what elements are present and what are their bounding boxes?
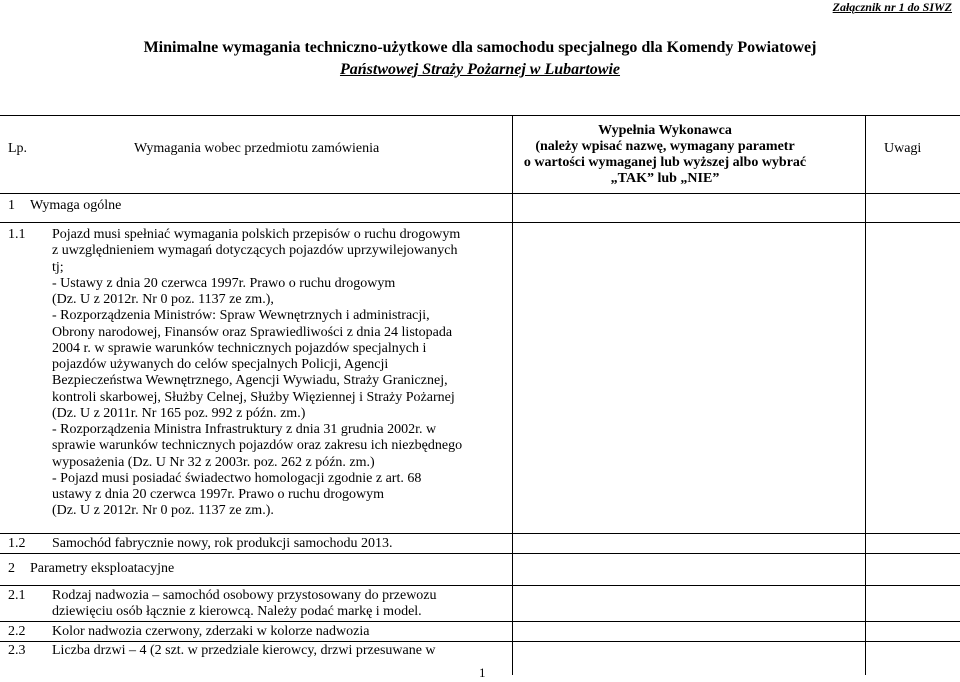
document-title-line2: Państwowej Straży Pożarnej w Lubartowie [339, 61, 621, 78]
row-line: - Rozporządzenia Ministra Infrastruktury z dnia 31 grudnia 2002r. w [52, 422, 437, 437]
table-top-border [0, 115, 960, 116]
row-line: 2004 r. w sprawie warunków technicznych pojazdów specjalnych i [52, 340, 427, 356]
row-line: Samochód fabrycznie nowy, rok produkcji samochodu 2013. [52, 536, 393, 551]
row-number: 2.1 [8, 588, 26, 603]
section-heading-1 [8, 198, 121, 214]
row-line: Bezpieczeństwa Wewnętrznego, Agencji Wywiadu, Straży Granicznej, [52, 373, 448, 389]
header-lp: Lp. [8, 141, 28, 156]
row-line: wyposażenia (Dz. U Nr 32 z 2003r. poz. 262 z późn. zm.) [52, 454, 375, 470]
section-title: Wymaga ogólne [30, 198, 122, 213]
row-text-2-3 [52, 643, 497, 659]
section-number: 1 [8, 198, 15, 213]
row-divider [0, 553, 960, 554]
column-divider-fill [512, 115, 513, 675]
header-fill-line2: (należy wpisać nazwę, wymagany parametr [535, 139, 795, 154]
row-line: sprawie warunków technicznych pojazdów oraz zakresu ich niezbędnego [52, 438, 463, 454]
row-divider [0, 621, 960, 622]
header-fill-line4: „TAK” lub „NIE” [610, 171, 720, 186]
row-number: 2.3 [8, 643, 26, 658]
header-contractor-fill [515, 123, 815, 187]
row-text-2-2 [52, 624, 497, 640]
row-text-1-1 [52, 227, 497, 520]
row-divider [0, 533, 960, 534]
row-number: 1.2 [8, 536, 26, 551]
row-line: - Rozporządzenia Ministrów: Spraw Wewnętrznych i administracji, [52, 308, 430, 324]
column-divider-notes [865, 115, 866, 675]
row-line: tj; [52, 259, 64, 275]
annex-label: Załącznik nr 1 do SIWZ [832, 0, 952, 14]
row-line: - Ustawy z dnia 20 czerwca 1997r. Prawo o ruchu drogowym [52, 275, 396, 291]
row-line: pojazdów używanych do celów specjalnych Policji, Agencji [52, 357, 389, 372]
row-line: z uwzględnieniem wymagań dotyczących pojazdów uprzywilejowanych [52, 243, 458, 259]
row-text-2-1 [52, 588, 497, 621]
section-title: Parametry eksploatacyjne [30, 561, 175, 576]
row-line: Rodzaj nadwozia – samochód osobowy przystosowany do przewozu [52, 588, 437, 603]
row-line: Obrony narodowej, Finansów oraz Sprawiedliwości z dnia 24 listopada [52, 324, 453, 340]
section-heading-2 [8, 561, 174, 577]
page-number: 1 [479, 665, 486, 680]
row-text-1-2 [52, 536, 497, 552]
row-line: (Dz. U z 2011r. Nr 165 poz. 992 z późn. zm.) [52, 405, 306, 421]
row-number: 2.2 [8, 624, 26, 639]
row-line: kontroli skarbowej, Służby Celnej, Służby Więziennej i Straży Pożarnej [52, 389, 455, 405]
row-line: - Pojazd musi posiadać świadectwo homologacji zgodnie z art. 68 [52, 470, 422, 486]
document-title-line1: Minimalne wymagania techniczno-użytkowe dla samochodu specjalnego dla Komendy Powiatowej [143, 39, 817, 56]
header-fill-title: Wypełnia Wykonawca [598, 123, 732, 138]
header-notes: Uwagi [884, 141, 922, 156]
row-divider [0, 222, 960, 223]
row-line: dziewięciu osób łącznie z kierowcą. Należy podać markę i model. [52, 604, 422, 620]
header-fill-line3: o wartości wymaganej lub wyższej albo wybrać [523, 155, 807, 170]
section-number: 2 [8, 561, 15, 576]
row-number: 1.1 [8, 227, 26, 242]
row-line: Pojazd musi spełniać wymagania polskich przepisów o ruchu drogowym [52, 227, 461, 242]
row-line: Kolor nadwozia czerwony, zderzaki w kolorze nadwozia [52, 624, 370, 639]
row-line: (Dz. U z 2012r. Nr 0 poz. 1137 ze zm.), [52, 292, 274, 307]
row-divider [0, 585, 960, 586]
header-requirements: Wymagania wobec przedmiotu zamówienia [134, 141, 380, 156]
row-line: ustawy z dnia 20 czerwca 1997r. Prawo o ruchu drogowym [52, 487, 385, 502]
row-divider [0, 641, 960, 642]
row-line: (Dz. U z 2012r. Nr 0 poz. 1137 ze zm.). [52, 503, 274, 519]
row-line: Liczba drzwi – 4 (2 szt. w przedziale kierowcy, drzwi przesuwane w [52, 643, 436, 658]
header-bottom-border [0, 193, 960, 194]
